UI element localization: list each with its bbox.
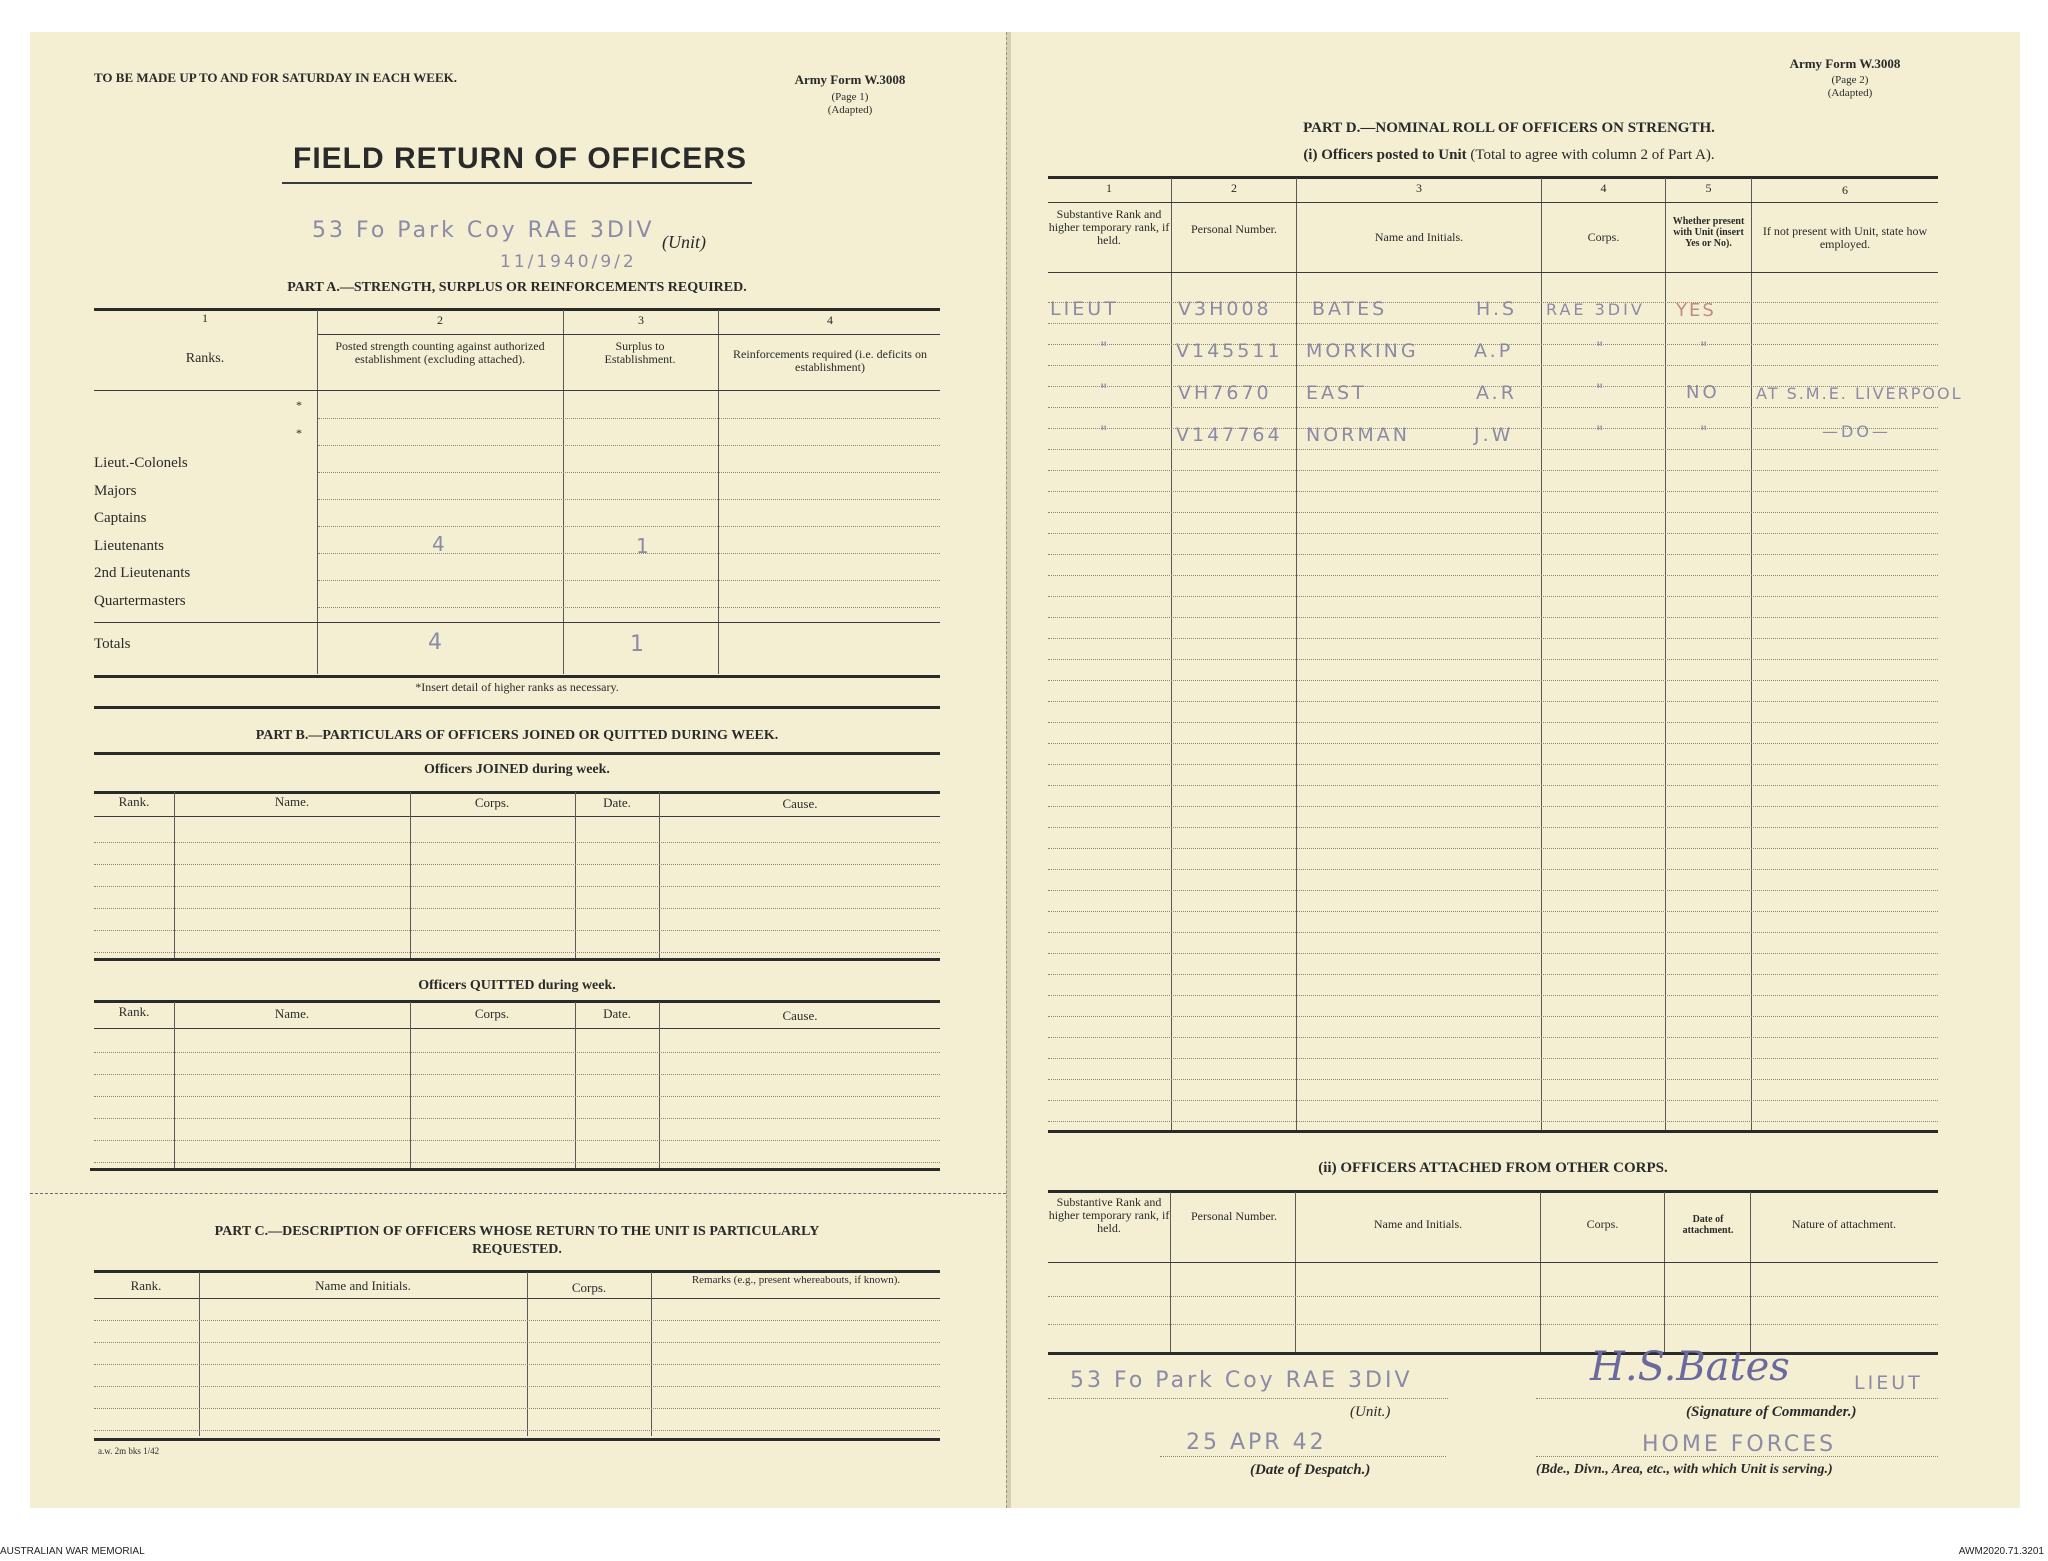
dotted-rule [1048, 995, 1938, 996]
partA-col-reinforcements: Reinforcements required (i.e. deficits on establishment) [733, 347, 927, 374]
dotted-rule [1048, 1058, 1938, 1059]
partD-col-present: Whether present with Unit (insert Yes or No). [1672, 216, 1745, 249]
partD-colnum-1: 1 [1106, 181, 1112, 195]
partA-vline [563, 310, 564, 674]
partA-totals-label: Totals [94, 636, 131, 652]
dotted-rule [1048, 932, 1938, 933]
partA-colnum-4: 4 [827, 313, 833, 327]
partA-row-2nd-lieutenants: 2nd Lieutenants [94, 565, 191, 581]
dotted-rule [94, 1408, 940, 1409]
dotted-rule [1048, 638, 1938, 639]
partB-quitted-heading: Officers QUITTED during week. [418, 978, 616, 993]
dotted-rule [1048, 806, 1938, 807]
right-page [1010, 32, 2020, 1508]
form-adapted-left: (Adapted) [827, 104, 873, 116]
partC-col-remarks: Remarks (e.g., present whereabouts, if known). [691, 1274, 901, 1286]
dotted-rule [1048, 680, 1938, 681]
dotted-rule [1048, 701, 1938, 702]
unit-label-left: (Unit) [662, 232, 706, 252]
dotted-rule [94, 886, 940, 887]
entry-2-name: MORKING [1306, 340, 1419, 362]
partB-vline [410, 792, 411, 958]
partD-col-name: Name and Initials. [1374, 230, 1464, 244]
dotted-rule [318, 499, 940, 500]
partA-colnum-1: 1 [202, 311, 208, 325]
partA-vline [718, 310, 719, 674]
partB-vline [659, 792, 660, 958]
serving-label: (Bde., Divn., Area, etc., with which Unit is serving.) [1536, 1462, 1833, 1477]
commander-rank: LIEUT [1854, 1372, 1923, 1394]
attached-col-rank: Substantive Rank and higher temporary rank, if held. [1048, 1195, 1170, 1235]
partC-col-rank: Rank. [130, 1278, 162, 1293]
dotted-rule [1048, 596, 1938, 597]
form-page-right: (Page 2) [1831, 74, 1869, 86]
attached-vline [1750, 1192, 1751, 1352]
form-name-right: Army Form W.3008 [1789, 56, 1901, 71]
entry-3-corps: " [1596, 380, 1607, 399]
entry-2-present: " [1700, 338, 1711, 357]
dotted-rule [1048, 1079, 1938, 1080]
unit-ref: 11/1940/9/2 [500, 252, 637, 272]
attached-bottom-rule [1048, 1352, 1938, 1355]
partB-vline [575, 792, 576, 958]
entry-2-rank: " [1100, 338, 1111, 357]
partA-col-ranks: Ranks. [185, 351, 225, 366]
dotted-rule [1048, 428, 1938, 429]
partD-col-employed: If not present with Unit, state how employed. [1762, 224, 1928, 251]
partC-vline [527, 1272, 528, 1436]
unit-handwritten-left: 53 Fo Park Coy RAE 3DIV [312, 218, 655, 243]
dotted-rule [94, 1052, 940, 1053]
dotted-rule [1048, 890, 1938, 891]
partA-row-lieutenants: Lieutenants [94, 538, 164, 554]
attached-col-name: Name and Initials. [1373, 1217, 1463, 1231]
partD-header-rule [1048, 272, 1938, 273]
entry-2-number: V145511 [1176, 340, 1283, 362]
partD-colnum-2: 2 [1231, 181, 1237, 195]
dotted-rule [1048, 512, 1938, 513]
dotted-rule [318, 472, 940, 473]
partD-colnum-5: 5 [1705, 181, 1712, 195]
entry-3-employed: AT S.M.E. LIVERPOOL [1756, 384, 1963, 403]
partB-vline [575, 1002, 576, 1168]
partB-joined-col-name: Name. [274, 794, 310, 809]
partB-joined-header-rule [94, 816, 940, 817]
dotted-rule [1048, 365, 1938, 366]
attached-vline [1664, 1192, 1665, 1352]
dotted-rule [94, 1162, 940, 1163]
dotted-rule [94, 908, 940, 909]
dotted-rule [1048, 743, 1938, 744]
signature-line [1536, 1398, 1938, 1399]
attached-top-rule [1048, 1190, 1938, 1193]
dotted-rule [94, 1096, 940, 1097]
partC-vline [199, 1272, 200, 1436]
partD-bottom-rule [1048, 1130, 1938, 1133]
partA-totals-rule [94, 622, 940, 623]
partB-joined-bottom-rule [94, 958, 940, 961]
dotted-rule [1048, 1121, 1938, 1122]
entry-3-rank: " [1100, 380, 1111, 399]
dotted-rule [94, 1074, 940, 1075]
partB-joined-heading: Officers JOINED during week. [424, 762, 610, 777]
partD-heading: PART D.—NOMINAL ROLL OF OFFICERS ON STRENGTH. [1303, 120, 1715, 136]
dotted-rule [1048, 827, 1938, 828]
partA-vline [317, 310, 318, 674]
form-name-left: Army Form W.3008 [794, 72, 906, 87]
partB-vline [174, 1002, 175, 1168]
partA-row-majors: Majors [94, 483, 137, 499]
partA-lieutenants-surplus: 1 [636, 534, 652, 558]
partD-vline [1665, 178, 1666, 1130]
partA-row-2-rank: * [296, 426, 302, 440]
serving-handwritten: HOME FORCES [1642, 1432, 1837, 1457]
entry-1-initials: H.S [1476, 298, 1518, 320]
dotted-rule [318, 580, 940, 581]
partA-colnum-3: 3 [638, 313, 644, 327]
partB-quitted-bottom-rule [90, 1168, 940, 1171]
attached-vline [1540, 1192, 1541, 1352]
dotted-rule [94, 1364, 940, 1365]
entry-4-employed: —DO— [1822, 422, 1891, 441]
commander-signature: H.S.Bates [1590, 1344, 1790, 1390]
dotted-rule [1048, 617, 1938, 618]
dotted-rule [94, 1430, 940, 1431]
form-adapted-right: (Adapted) [1827, 87, 1873, 99]
dotted-rule [1048, 953, 1938, 954]
partA-footnote-rule [94, 706, 940, 709]
partA-row-quartermasters: Quartermasters [94, 593, 186, 609]
partA-col-posted: Posted strength counting against authorized establishment (excluding attached). [335, 339, 545, 366]
partB-quitted-col-cause: Cause. [782, 1008, 818, 1023]
partB-quitted-rule [94, 1000, 940, 1003]
partC-top-rule [94, 1270, 940, 1273]
partD-col-corps: Corps. [1587, 230, 1620, 244]
entry-4-present: " [1700, 422, 1711, 441]
partD-colnum-rule [1048, 202, 1938, 203]
attached-heading: (ii) OFFICERS ATTACHED FROM OTHER CORPS. [1318, 1160, 1668, 1176]
partA-heading: PART A.—STRENGTH, SURPLUS OR REINFORCEMENTS REQUIRED. [287, 280, 747, 295]
partD-sub: (i) Officers posted to Unit [1303, 147, 1467, 163]
dotted-rule [1048, 659, 1938, 660]
partD-col-rank: Substantive Rank and higher temporary rank, if held. [1048, 207, 1170, 247]
partD-col-number: Personal Number. [1191, 222, 1277, 236]
partA-top-rule [94, 308, 940, 311]
partD-vline [1541, 178, 1542, 1130]
entry-4-number: V147764 [1176, 424, 1283, 446]
attached-col-date: Date of attachment. [1682, 1214, 1734, 1236]
partC-col-name: Name and Initials. [315, 1278, 411, 1293]
partB-vline [659, 1002, 660, 1168]
partB-vline [410, 1002, 411, 1168]
partA-totals-posted: 4 [428, 630, 445, 655]
dotted-rule [1048, 785, 1938, 786]
dotted-rule [1048, 407, 1938, 408]
dotted-rule [94, 1342, 940, 1343]
dotted-rule [1048, 470, 1938, 471]
partD-top-rule [1048, 176, 1938, 179]
partA-bottom-rule [94, 675, 940, 678]
dotted-rule [94, 842, 940, 843]
entry-2-initials: A.P [1474, 340, 1514, 362]
dotted-rule [1048, 848, 1938, 849]
printer-note: a.w. 2m bks 1/42 [98, 1446, 160, 1456]
dotted-rule [318, 553, 940, 554]
unit-handwritten-right: 53 Fo Park Coy RAE 3DIV [1070, 1368, 1413, 1393]
attached-col-number: Personal Number. [1191, 1209, 1277, 1223]
partA-header-rule [94, 390, 940, 391]
footer-right: AWM2020.71.3201 [1958, 1546, 2044, 1557]
partA-colnum-rule [318, 334, 940, 335]
title-underline [282, 182, 752, 184]
partB-quitted-col-rank: Rank. [118, 1004, 150, 1019]
dotted-rule [1048, 344, 1938, 345]
partB-heading: PART B.—PARTICULARS OF OFFICERS JOINED OR QUITTED DURING WEEK. [255, 728, 779, 743]
partB-quitted-col-date: Date. [603, 1006, 631, 1021]
dotted-rule [1048, 302, 1938, 303]
partA-lieutenants-posted: 4 [432, 532, 448, 556]
partB-joined-col-cause: Cause. [782, 796, 818, 811]
dotted-rule [1048, 1016, 1938, 1017]
dotted-rule [94, 1386, 940, 1387]
dotted-rule [94, 864, 940, 865]
entry-3-present: NO [1686, 382, 1720, 403]
partC-bottom-rule [94, 1438, 940, 1441]
signature-label: (Signature of Commander.) [1686, 1404, 1857, 1420]
partA-col-surplus: Surplus to Establishment. [604, 339, 676, 366]
dotted-rule [318, 445, 940, 446]
dotted-rule [1048, 491, 1938, 492]
dotted-rule [318, 607, 940, 608]
dotted-rule [1048, 533, 1938, 534]
partA-row-captains: Captains [94, 510, 147, 526]
serving-line [1536, 1456, 1938, 1457]
entry-1-rank: LIEUT [1050, 298, 1119, 320]
entry-1-number: V3H008 [1178, 298, 1272, 320]
partB-vline [174, 792, 175, 958]
partA-row-lieut-colonels: Lieut.-Colonels [94, 455, 188, 471]
partC-vline [651, 1272, 652, 1436]
unit-label-right: (Unit.) [1350, 1404, 1391, 1420]
footer-left: AUSTRALIAN WAR MEMORIAL [0, 1546, 145, 1557]
dotted-rule [1048, 1100, 1938, 1101]
partA-totals-surplus: 1 [630, 632, 647, 657]
entry-1-corps: RAE 3DIV [1546, 300, 1645, 319]
partD-vline [1296, 178, 1297, 1130]
partC-header-rule [94, 1298, 940, 1299]
entry-3-number: VH7670 [1178, 382, 1272, 404]
partC-col-corps: Corps. [571, 1280, 607, 1295]
dotted-rule [1048, 575, 1938, 576]
dotted-rule [318, 418, 940, 419]
attached-dotted-row [1048, 1296, 1938, 1297]
partD-colnum-6: 6 [1842, 183, 1848, 197]
attached-col-nature: Nature of attachment. [1791, 1217, 1897, 1231]
partC-heading-line1: PART C.—DESCRIPTION OF OFFICERS WHOSE RETURN TO THE UNIT IS PARTICULARLY [214, 1224, 820, 1239]
dotted-rule [1048, 1037, 1938, 1038]
attached-dotted-row [1048, 1324, 1938, 1325]
dotted-rule [318, 526, 940, 527]
dotted-rule [1048, 764, 1938, 765]
page-title: FIELD RETURN OF OFFICERS [293, 142, 747, 175]
attached-col-corps: Corps. [1586, 1217, 1619, 1231]
attached-vline [1295, 1192, 1296, 1352]
dotted-rule [1048, 722, 1938, 723]
partB-quitted-col-corps: Corps. [474, 1006, 510, 1021]
entry-2-corps: " [1596, 338, 1607, 357]
dotted-rule [94, 1320, 940, 1321]
partB-quitted-col-name: Name. [274, 1006, 310, 1021]
partA-footnote: *Insert detail of higher ranks as necessary. [415, 680, 619, 694]
partD-colnum-3: 3 [1416, 181, 1422, 195]
partB-joined-col-rank: Rank. [118, 794, 150, 809]
partD-vline [1171, 178, 1172, 1130]
dotted-rule [1048, 323, 1938, 324]
partD-colnum-4: 4 [1600, 181, 1607, 195]
dotted-rule [94, 1140, 940, 1141]
entry-3-name: EAST [1306, 382, 1367, 404]
entry-4-corps: " [1596, 422, 1607, 441]
partC-heading-line2: REQUESTED. [472, 1242, 562, 1257]
dotted-rule [1048, 974, 1938, 975]
dotted-rule [1048, 386, 1938, 387]
entry-1-present: YES [1676, 300, 1716, 321]
attached-header-rule [1048, 1262, 1938, 1263]
dotted-rule [1048, 554, 1938, 555]
partB-top-rule [94, 752, 940, 755]
partD-subheading [1048, 147, 1970, 164]
entry-4-name: NORMAN [1306, 424, 1410, 446]
dotted-rule [94, 952, 940, 953]
despatch-line [1160, 1456, 1446, 1457]
entry-4-rank: " [1100, 422, 1111, 441]
despatch-label: (Date of Despatch.) [1250, 1462, 1371, 1478]
partD-sub-note: (Total to agree with column 2 of Part A). [1470, 147, 1715, 163]
dotted-rule [94, 930, 940, 931]
unit-line [1048, 1398, 1448, 1399]
partB-quitted-header-rule [94, 1028, 940, 1029]
page-cut-line [30, 1193, 1006, 1194]
partA-colnum-2: 2 [437, 313, 443, 327]
dotted-rule [1048, 911, 1938, 912]
dotted-rule [1048, 869, 1938, 870]
top-instruction: TO BE MADE UP TO AND FOR SATURDAY IN EACH WEEK. [94, 70, 457, 85]
partB-joined-col-date: Date. [603, 795, 631, 810]
entry-1-name: BATES [1312, 298, 1388, 320]
despatch-handwritten: 25 APR 42 [1186, 1430, 1327, 1455]
partD-vline [1751, 178, 1752, 1130]
entry-3-initials: A.R [1476, 382, 1517, 404]
dotted-rule [1048, 449, 1938, 450]
partA-row-1-rank: * [296, 398, 302, 412]
form-page-left: (Page 1) [831, 91, 869, 103]
entry-4-initials: J.W [1474, 424, 1514, 446]
page-fold [1006, 32, 1011, 1508]
attached-vline [1170, 1192, 1171, 1352]
partB-joined-col-corps: Corps. [474, 795, 510, 810]
dotted-rule [94, 1118, 940, 1119]
